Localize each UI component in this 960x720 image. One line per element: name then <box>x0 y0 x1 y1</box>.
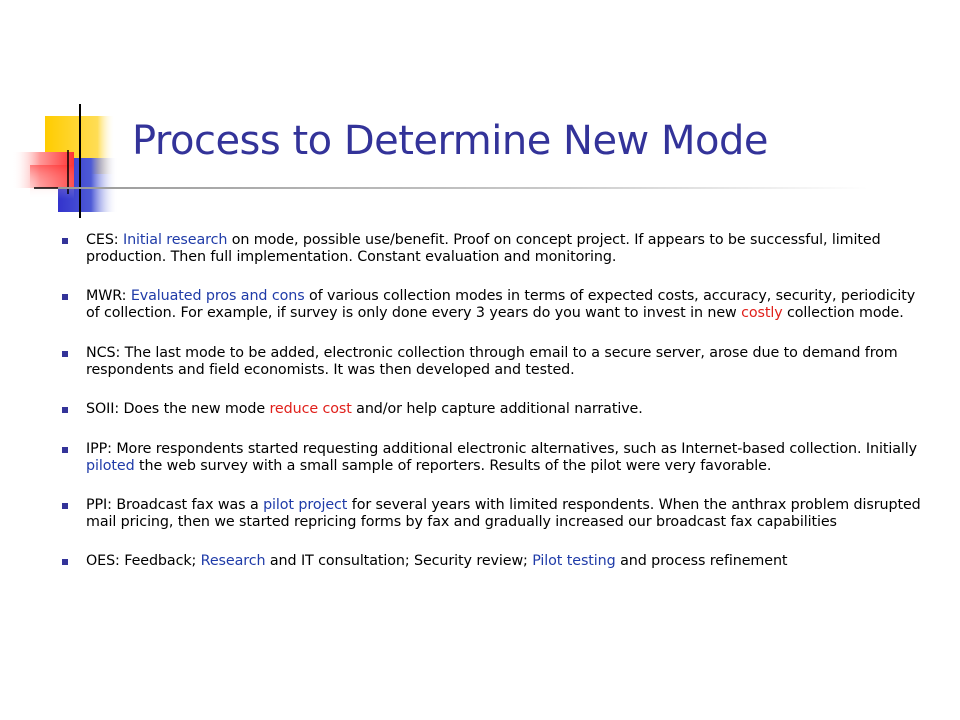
bullet-text: MWR: Evaluated pros and cons of various collection modes in terms of expected costs, accuracy, security, periodicity of collection. For example, if survey is only done every 3 years do you want to invest in new costly collection mode. <box>86 288 916 321</box>
bullet-square-icon <box>62 351 68 357</box>
highlight-red: costly <box>741 305 783 321</box>
bullet-text: NCS: The last mode to be added, electronic collection through email to a secure server, arose due to demand from respondents and field economists. It was then developed and tested. <box>86 345 898 378</box>
bullet-text: CES: Initial research on mode, possible use/benefit. Proof on concept project. If appears to be successful, limited production. Then full implementation. Constant evaluation and monitoring. <box>86 232 881 265</box>
bullet-square-icon <box>62 294 68 300</box>
highlight-blue: pilot project <box>263 497 348 513</box>
highlight-blue: Research <box>200 553 266 569</box>
bullet-ppi <box>62 497 922 531</box>
highlight-blue: piloted <box>86 458 135 474</box>
slide-title: Process to Determine New Mode <box>132 118 768 164</box>
bullet-soii <box>62 401 922 418</box>
bullet-square-icon <box>62 238 68 244</box>
bullet-list <box>62 232 922 570</box>
bullet-text: SOII: Does the new mode reduce cost and/or help capture additional narrative. <box>86 401 643 417</box>
bullet-text: IPP: More respondents started requesting additional electronic alternatives, such as Internet-based collection. Initially piloted the web survey with a small sample of reporters. Results of the pilot were very favorable. <box>86 441 917 474</box>
bullet-square-icon <box>62 559 68 565</box>
bullet-oes <box>62 553 922 570</box>
bullet-ces <box>62 232 922 266</box>
bullet-square-icon <box>62 447 68 453</box>
bullet-mwr <box>62 288 922 322</box>
highlight-red: reduce cost <box>269 401 352 417</box>
bullet-ipp <box>62 441 922 475</box>
highlight-blue: Initial research <box>122 232 228 248</box>
bullet-text: OES: Feedback; Research and IT consultation; Security review; Pilot testing and process refinement <box>86 553 788 569</box>
bullet-square-icon <box>62 407 68 413</box>
bullet-ncs <box>62 345 922 379</box>
bullet-text: PPI: Broadcast fax was a pilot project for several years with limited respondents. When the anthrax problem disrupted mail pricing, then we started repricing forms by fax and gradually increased our broadcast fax capabilities <box>86 497 921 530</box>
highlight-blue: Pilot testing <box>532 553 616 569</box>
bullet-square-icon <box>62 503 68 509</box>
title-underline <box>58 187 868 189</box>
highlight-blue: Evaluated pros and cons <box>130 288 305 304</box>
